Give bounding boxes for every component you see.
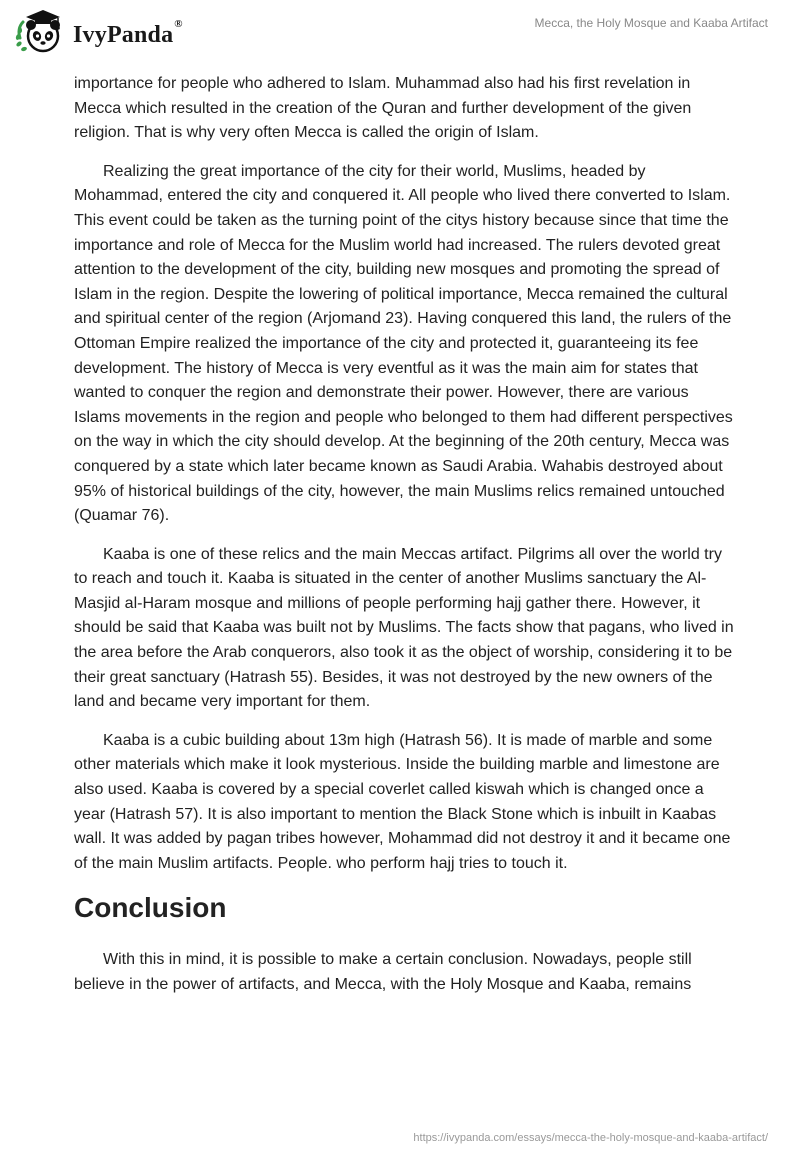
document-title: Mecca, the Holy Mosque and Kaaba Artifact [534,16,768,30]
panda-graduate-icon [14,8,68,58]
registered-mark: ® [174,17,183,30]
conclusion-heading: Conclusion [74,892,227,924]
logo-wordmark [73,17,183,49]
essay-body [74,72,734,1012]
ivypanda-logo[interactable] [14,8,183,58]
page-header [0,0,800,70]
logo-text: IvyPanda [73,21,174,48]
source-url[interactable]: https://ivypanda.com/essays/mecca-the-holy-mosque-and-kaaba-artifact/ [413,1132,768,1144]
paragraph-1: importance for people who adhered to Islam. Muhammad also had his first revelation in Mecca which resulted in the creation of the Quran and further development of the given religion. That is why very often Mecca is called the origin of Islam. [74,75,692,142]
paragraph-5: With this in mind, it is possible to make a certain conclusion. Nowadays, people still believe in the power of artifacts, and Mecca, with the Holy Mosque and Kaaba, remains [74,951,692,993]
paragraph-2: Realizing the great importance of the city for their world, Muslims, headed by Mohammad, entered the city and conquered it. All people who lived there converted to Islam. This event could be taken as the turning point of the citys history because since that time the importance and role of Mecca for the Muslim world had increased. The rulers devoted great attention to the development of the city, building new mosques and promoting the spread of Islam in the region. Despite the lowering of political importance, Mecca remained the cultural and spiritual center of the region (Arjomand 23). Having conquered this land, the rulers of the Ottoman Empire realized the importance of the city and protected it, guaranteeing its fee development. The history of Mecca is very eventful as it was the main aim for states that wanted to conquer the region and demonstrate their power. However, there are various Islams movements in the region and people who belonged to them had different perspectives on the way in which the city should develop. At the beginning of the 20th century, Mecca was conquered by a state which later became known as Saudi Arabia. Wahabis destroyed about 95% of historical buildings of the city, however, the main Muslims relics remained untouched (Quamar 76). [74,162,733,525]
paragraph-3: Kaaba is one of these relics and the main Meccas artifact. Pilgrims all over the world try to reach and touch it. Kaaba is situated in the center of another Muslims sanctuary the Al-Masjid al-Haram mosque and millions of people performing hajj gather there. However, it should be said that Kaaba was built not by Muslims. The facts show that pagans, who lived in the area before the Arab conquerors, also took it as the object of worship, considering it to be their great sanctuary (Hatrash 55). Besides, it was not destroyed by the new owners of the land and became very important for them. [74,545,734,711]
paragraph-4: Kaaba is a cubic building about 13m high (Hatrash 56). It is made of marble and some other materials which make it look mysterious. Inside the building marble and limestone are also used. Kaaba is covered by a special coverlet called kiswah which is changed once a year (Hatrash 57). It is also important to mention the Black Stone which is inbuilt in Kaabas wall. It was added by pagan tribes however, Mohammad did not destroy it and it became one of the main Muslim artifacts. People. who perform hajj tries to touch it. [74,731,731,872]
